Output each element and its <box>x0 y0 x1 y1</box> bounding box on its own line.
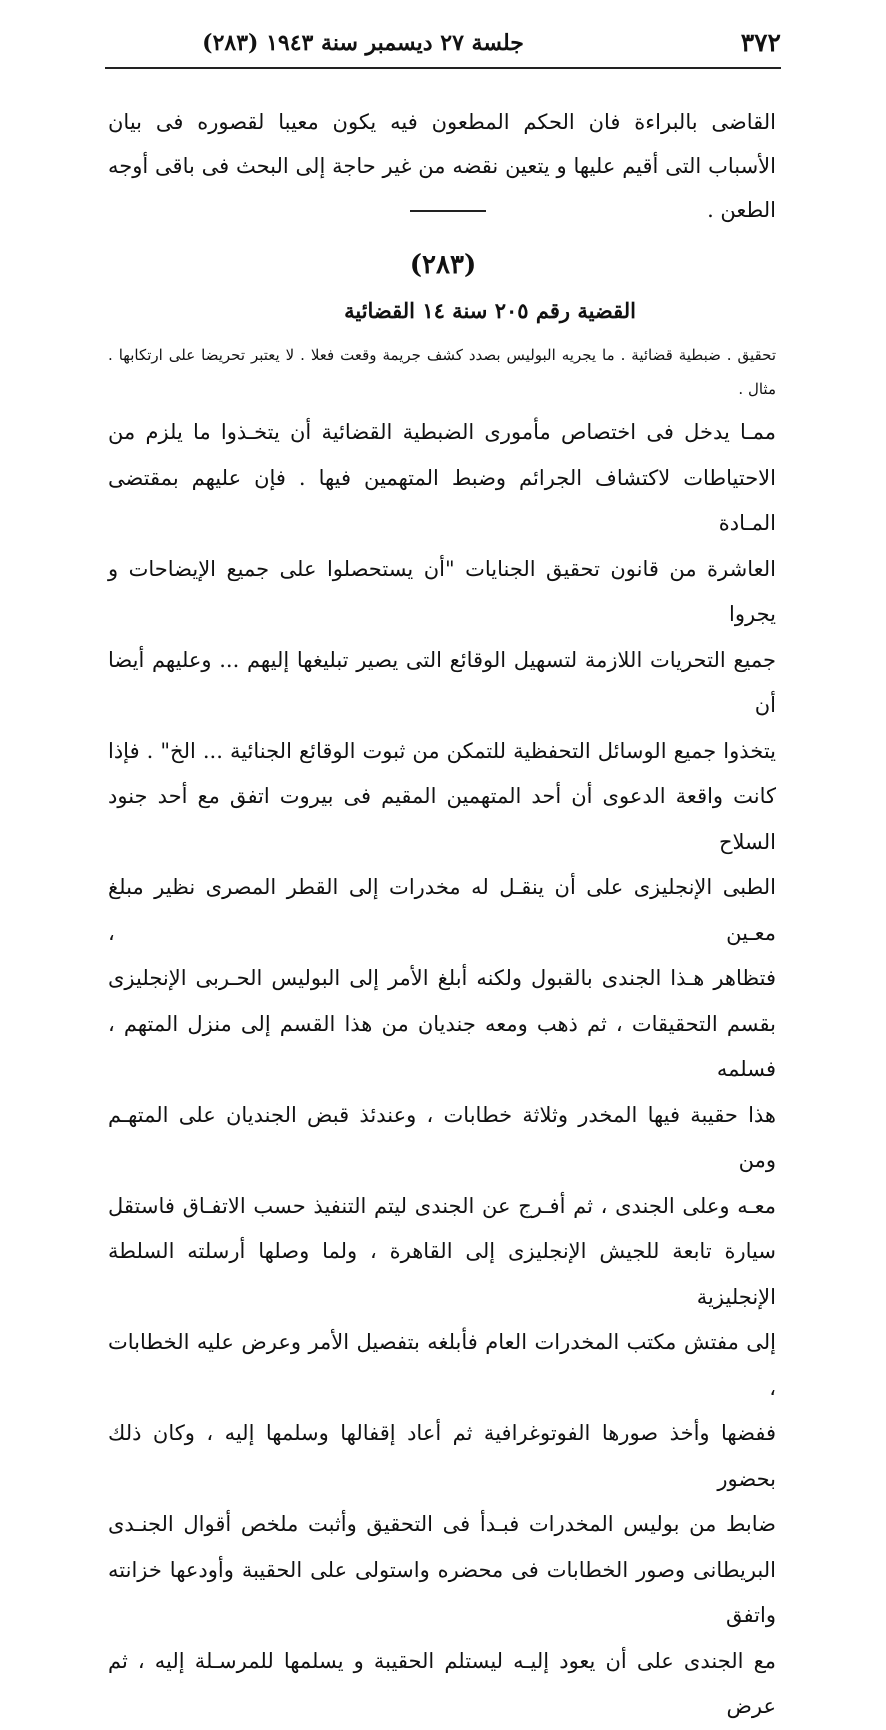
body-line: مع الجندى على أن يعود إليـه ليستلم الحقيبة و يسلمها للمرسـلة إليه ، ثم عرض <box>108 1648 776 1718</box>
body-line: العاشرة من قانون تحقيق الجنايات "أن يستحصلوا على جميع الإيضاحات و يجروا <box>108 556 776 626</box>
body-line: جميع التحريات اللازمة لتسهيل الوقائع التى يصير تبليغها إليهم ... وعليهم أيضا أن <box>108 647 776 717</box>
body-line: كانت واقعة الدعوى أن أحد المتهمين المقيم فى بيروت اتفق مع أحد جنود السلاح <box>108 784 776 854</box>
body-line: البريطانى وصور الخطابات فى محضره واستولى على الحقيبة وأودعها خزانته واتفق <box>108 1557 776 1627</box>
body-line: معـه وعلى الجندى ، ثم أفـرج عن الجندى ليتم التنفيذ حسب الاتفـاق فاستقل <box>108 1193 776 1218</box>
body-line: إلى مفتش مكتب المخدرات العام فأبلغه بتفصيل الأمر وعرض عليه الخطابات ، <box>108 1330 776 1400</box>
running-header <box>105 22 781 66</box>
page-number: ٣٧٢ <box>740 28 781 57</box>
body-line: الاحتياطات لاكتشاف الجرائم وضبط المتهمين فيها . فإن عليهم بمقتضى المـادة <box>108 465 776 535</box>
body-line: يتخذوا جميع الوسائل التحفظية للتمكن من ثبوت الوقائع الجنائية ... الخ" . فإذا <box>108 738 776 763</box>
previous-case-paragraph: القاضى بالبراءة فان الحكم المطعون فيه يكون معيبا لقصوره فى بيان الأسباب التى أقيم عليها و يتعين نقضه من غير حاجة إلى البحث فى باقى أوجه الطعن . <box>108 110 776 222</box>
case-headnote: تحقيق . ضبطية قضائية . ما يجريه البوليس بصدد كشف جريمة وقعت فعلا . لا يعتبر تحريضا على ارتكابها . مثال . <box>108 346 776 398</box>
header-divider <box>105 67 781 69</box>
case-number: (٢٨٣) <box>409 250 477 280</box>
body-line: بقسم التحقيقات ، ثم ذهب ومعه جنديان من هذا القسم إلى منزل المتهم ، فسلمه <box>108 1011 776 1081</box>
body-line: فتظاهر هـذا الجندى بالقبول ولكنه أبلغ الأمر إلى البوليس الحـربى الإنجليزى <box>108 966 776 990</box>
body-line: ضابط من بوليس المخدرات فبـدأ فى التحقيق وأثبت ملخص أقوال الجنـدى <box>108 1512 776 1536</box>
case-body-paragraph <box>108 410 776 1730</box>
body-line: سيارة تابعة للجيش الإنجليزى إلى القاهرة ، ولما وصلها أرسلته السلطة الإنجليزية <box>108 1239 776 1309</box>
header-title: جلسة ٢٧ ديسمبر سنة ١٩٤٣ (٢٨٣) <box>202 30 524 56</box>
body-line: ففضها وأخذ صورها الفوتوغرافية ثم أعاد إقفالها وسلمها إليه ، وكان ذلك بحضور <box>108 1421 776 1491</box>
section-divider <box>410 210 486 212</box>
body-line: هذا حقيبة فيها المخدر وثلاثة خطابات ، وعندئذ قبض الجنديان على المتهـم ومن <box>108 1102 776 1172</box>
body-line: ممـا يدخل فى اختصاص مأمورى الضبطية القضائية أن يتخـذوا ما يلزم من <box>108 420 776 444</box>
body-line: الطبى الإنجليزى على أن ينقـل له مخدرات إلى القطر المصرى نظير مبلغ معـين ، <box>108 875 776 945</box>
case-reference: القضية رقم ٢٠٥ سنة ١٤ القضائية <box>344 298 636 323</box>
